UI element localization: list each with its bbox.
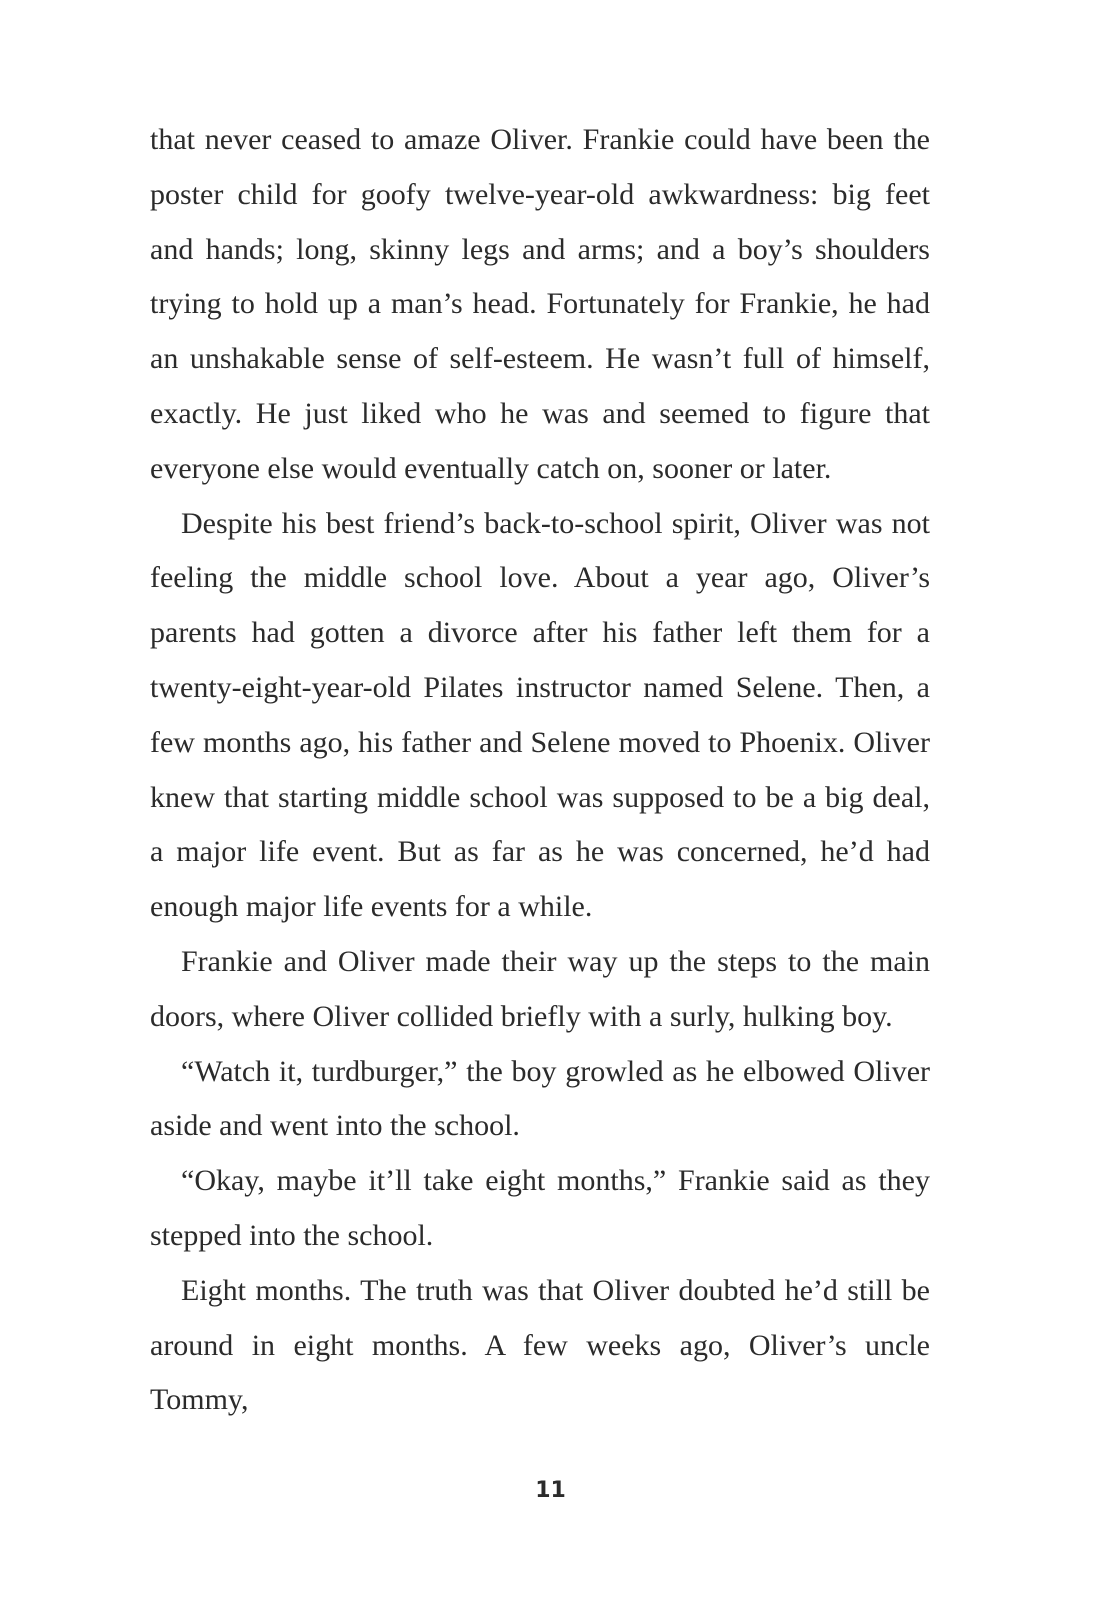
paragraph: “Watch it, turdburger,” the boy growled as he elbowed Oliver aside and went into the school.: [150, 1054, 930, 1143]
paragraph: Despite his best friend’s back-to-school spirit, Oliver was not feeling the middle school love. About a year ago, Oliver’s parents had gotten a divorce after his father left them for a twenty-eight-year-old Pilates instructor named Selene. Then, a few months ago, his father and Selene moved to Phoenix. Oliver knew that starting middle school was supposed to be a big deal, a major life event. But as far as he was concerned, he’d had enough major life events for a while.: [150, 506, 930, 924]
paragraph-continued: that never ceased to amaze Oliver. Frankie could have been the poster child for goofy twelve-year-old awkwardness: big feet and hands; long, skinny legs and arms; and a boy’s shoulders trying to hold up a man’s head. Fortunately for Frankie, he had an unshakable sense of self-esteem. He wasn’t full of himself, exactly. He just liked who he was and seemed to figure that everyone else would eventually catch on, sooner or later.: [150, 123, 930, 485]
page-number: 11: [535, 1478, 566, 1503]
body-text: [150, 113, 930, 1428]
paragraph: “Okay, maybe it’ll take eight months,” Frankie said as they stepped into the school.: [150, 1164, 930, 1252]
paragraph: Frankie and Oliver made their way up the steps to the main doors, where Oliver collided briefly with a surly, hulking boy.: [150, 944, 930, 1033]
paragraph: Eight months. The truth was that Oliver doubted he’d still be around in eight months. A few weeks ago, Oliver’s uncle Tommy,: [150, 1273, 930, 1417]
